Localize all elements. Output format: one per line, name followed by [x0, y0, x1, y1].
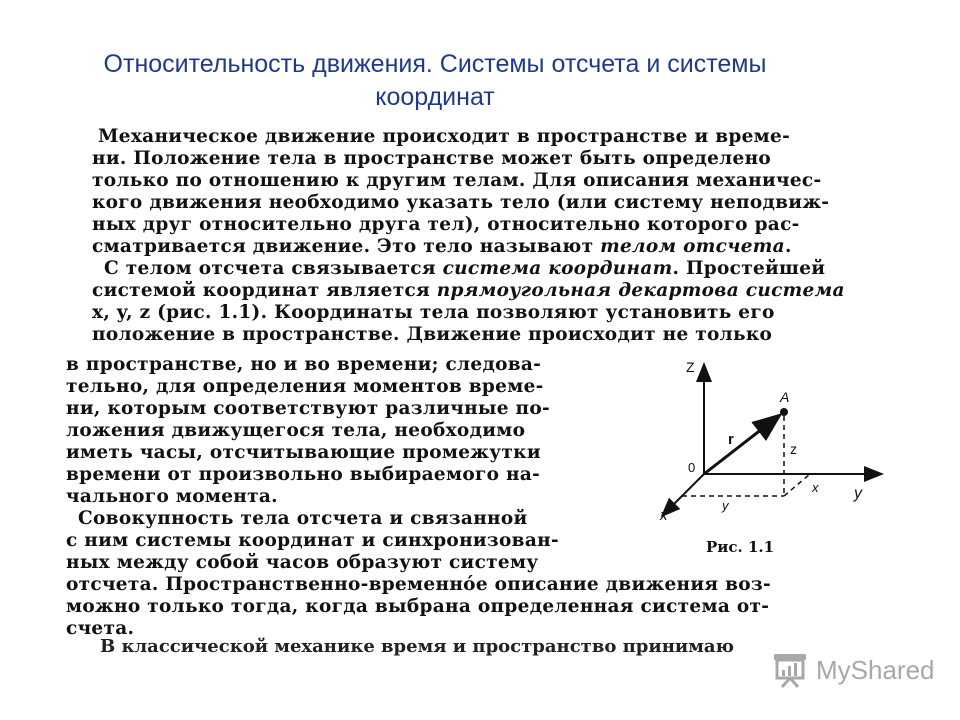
term-cartesian-system: прямоугольная декартова система	[436, 280, 845, 301]
text-line-11: в пространстве, но и во времени; следова-	[66, 354, 542, 375]
text-line-18: Совокупность тела отсчета и связанной	[78, 508, 528, 529]
presentation-board-icon	[770, 650, 810, 690]
text-line-2: ни. Положение тела в пространстве может быть определено	[92, 148, 772, 169]
text-line-3: только по отношению к другим телам. Для описания механичес-	[92, 170, 822, 191]
text-line-1: Механическое движение происходит в пространстве и време-	[98, 126, 791, 147]
label-y-axis: y	[854, 485, 862, 502]
text-line-17: чального момента.	[66, 486, 278, 507]
slide-title-line-2: координат	[375, 83, 495, 111]
term-coordinate-system: система координат	[442, 258, 673, 279]
text-line-13: ни, которым соответствуют различные по-	[66, 398, 551, 419]
text-line-16: времени от произвольно выбираемого на-	[66, 464, 541, 485]
text-line-7-tail: . Простейшей	[672, 258, 826, 279]
slide-title-line-1: Относительность движения. Системы отсчета и системы	[103, 50, 767, 78]
label-y-coord: y	[722, 498, 729, 513]
text-line-19: с ним системы координат и синхронизован-	[66, 530, 559, 551]
text-line-23: счета.	[66, 618, 135, 639]
text-line-7	[104, 258, 825, 280]
text-line-14: ложения движущегося тела, необходимо	[66, 420, 526, 441]
myshared-logo-text: MyShared	[816, 654, 935, 685]
text-line-15: иметь часы, отсчитывающие промежутки	[66, 442, 541, 463]
text-line-6-plain: сматривается движение. Это тело называют	[92, 236, 594, 257]
label-x-coord: x	[812, 480, 819, 495]
figure-caption: Рис. 1.1	[706, 538, 775, 556]
text-line-20: ных между собой часов образуют систему	[66, 552, 539, 573]
label-z-coord: z	[790, 441, 797, 457]
text-line-4: кого движения необходимо указать тело (или систему неподвиж-	[92, 192, 830, 213]
label-vector-r: r	[728, 431, 734, 448]
text-line-12: тельно, для определения моментов време-	[66, 376, 544, 397]
text-line-10: положение в пространстве. Движение происходит не только	[92, 324, 773, 345]
label-z-axis: Z	[686, 359, 695, 375]
text-line-9: x, y, z (рис. 1.1). Координаты тела позволяют установить его	[92, 302, 775, 323]
label-point-a: A	[780, 389, 790, 405]
radius-vector	[704, 415, 780, 474]
myshared-logo	[770, 650, 935, 690]
text-line-7-plain: С телом отсчета связывается	[104, 258, 436, 279]
text-line-8	[92, 280, 845, 302]
cut-off-text-line	[100, 636, 880, 657]
text-line-8-plain: системой координат является	[92, 280, 431, 301]
coordinate-system-figure	[620, 348, 910, 568]
slide-title	[60, 48, 810, 114]
text-line-22: можно только тогда, когда выбрана определенная система от-	[66, 596, 770, 617]
text-line-21: отсчета. Пространственно-временнóе описание движения воз-	[66, 574, 771, 595]
point-a	[780, 408, 788, 416]
text-line-5: ных друг относительно друга тел), относительно которого рас-	[92, 214, 800, 235]
x-axis	[662, 474, 704, 516]
cut-off-text: В классической механике время и пространство принимаю	[100, 636, 734, 657]
label-origin: 0	[688, 460, 696, 475]
term-body-of-reference: телом отсчета	[600, 236, 785, 257]
text-line-6: сматривается движение. Это тело называют телом отсчета.	[92, 236, 792, 257]
projection-x	[784, 474, 810, 496]
label-x-axis: x	[660, 507, 668, 524]
